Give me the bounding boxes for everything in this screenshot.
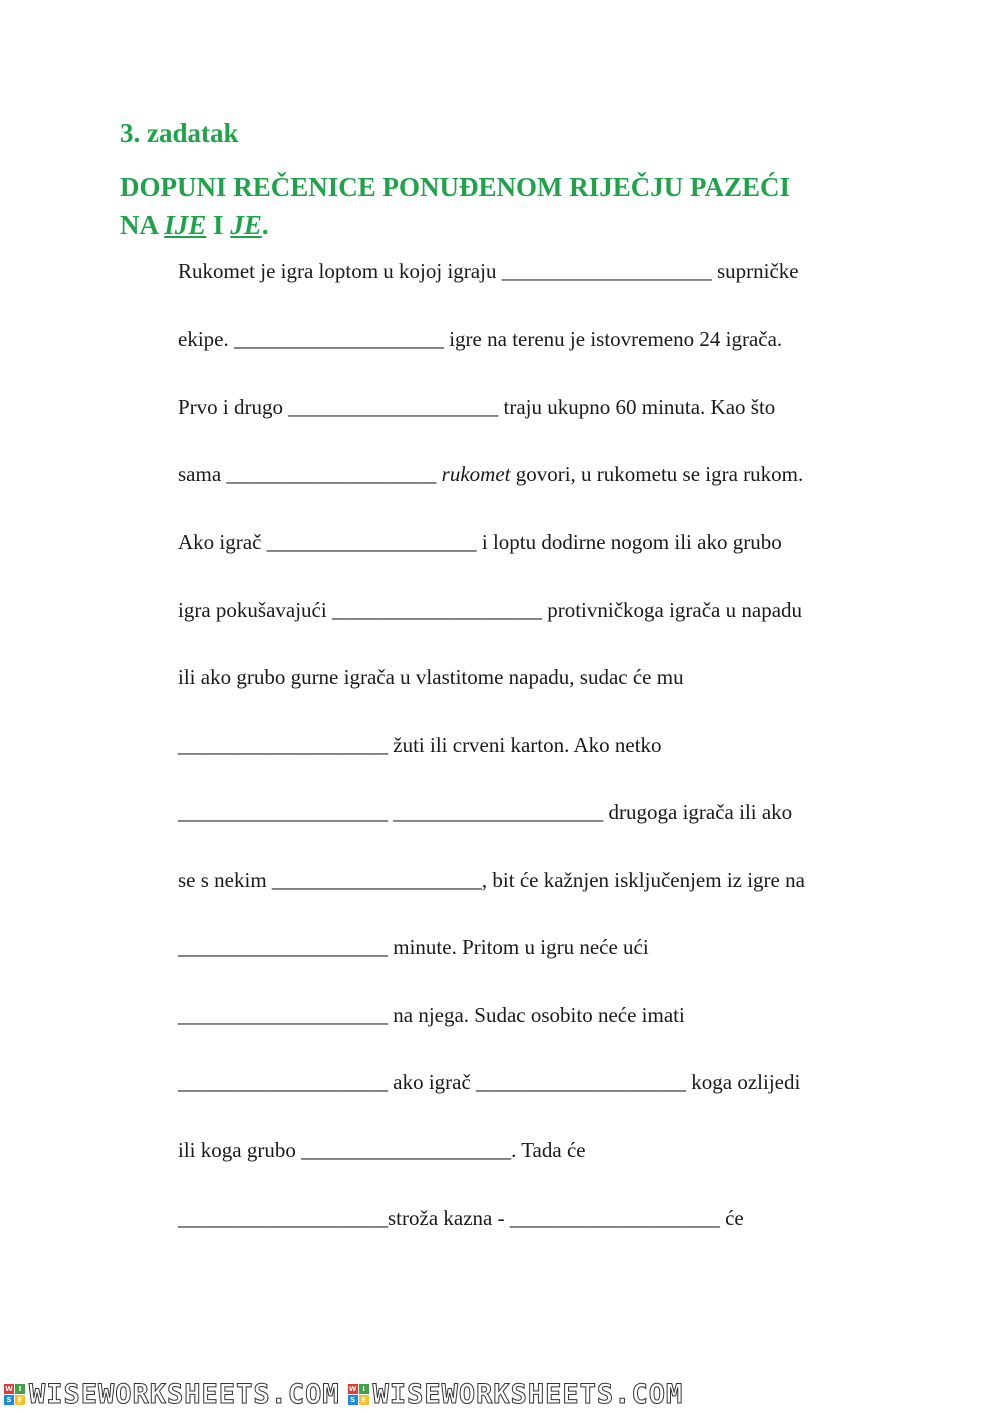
brand-logo-icon (348, 1384, 369, 1405)
exercise-line: Rukomet je igra loptom u kojoj igraju ____________________ suprničke (178, 259, 799, 283)
instruction-suffix: . (261, 210, 269, 240)
exercise-line: igra pokušavajući ____________________ protivničkoga igrača u napadu (178, 598, 803, 622)
logo-square: E (15, 1395, 25, 1405)
exercise-line: ili koga grubo ____________________. Tada će (178, 1138, 586, 1162)
exercise-line: ekipe. ____________________ igre na terenu je istovremeno 24 igrača. (178, 327, 783, 351)
line-part: sama ____________________ (178, 462, 442, 486)
exercise-line: Prvo i drugo ____________________ traju ukupno 60 minuta. Kao što (178, 395, 776, 419)
instruction-prefix: NA (120, 210, 165, 240)
instruction-line-1: DOPUNI REČENICE PONUĐENOM RIJEČJU PAZEĆI (120, 172, 791, 202)
exercise-line: ____________________stroža kazna - ____________________ će (178, 1206, 744, 1230)
brand-logo-text: WISEWORKSHEETS.COM (372, 1379, 684, 1410)
instruction-mid: I (206, 210, 231, 240)
exercise-line: ____________________ ____________________ drugoga igrača ili ako (178, 800, 793, 824)
logo-square: W (5, 1385, 13, 1393)
exercise-line: Ako igrač ____________________ i loptu dodirne nogom ili ako grubo (178, 530, 782, 554)
logo-square: I (359, 1384, 369, 1394)
exercise-line: ____________________ na njega. Sudac osobito neće imati (178, 1003, 685, 1027)
logo-square: E (359, 1395, 369, 1405)
logo-square: S (348, 1395, 358, 1405)
brand-logo[interactable] (4, 1379, 340, 1410)
exercise-line: ili ako grubo gurne igrača u vlastitome napadu, sudac će mu (178, 665, 684, 689)
instruction-je: JE (230, 210, 262, 240)
brand-logo-icon (4, 1384, 25, 1405)
exercise-line: ____________________ ako igrač ____________________ koga ozlijedi (178, 1070, 801, 1094)
instruction-heading (120, 168, 920, 244)
logo-square: S (4, 1395, 14, 1405)
exercise-line: ____________________ minute. Pritom u igru neće ući (178, 935, 649, 959)
brand-logo-text: WISEWORKSHEETS.COM (29, 1379, 340, 1410)
instruction-line-2 (120, 206, 920, 244)
footer-watermark (0, 1376, 1000, 1413)
exercise-line: ____________________ žuti ili crveni karton. Ako netko (178, 733, 662, 757)
logo-square: I (15, 1384, 25, 1394)
exercise-line: se s nekim ____________________, bit će kažnjen isključenjem iz igre na (178, 868, 805, 892)
italic-word: rukomet (441, 462, 511, 486)
exercise-line (178, 459, 938, 489)
logo-square: W (348, 1385, 357, 1393)
line-part: govori, u rukometu se igra rukom. (510, 462, 804, 486)
instruction-ije: IJE (164, 210, 207, 240)
brand-logo[interactable] (348, 1379, 684, 1410)
task-number: 3. zadatak (120, 118, 239, 148)
